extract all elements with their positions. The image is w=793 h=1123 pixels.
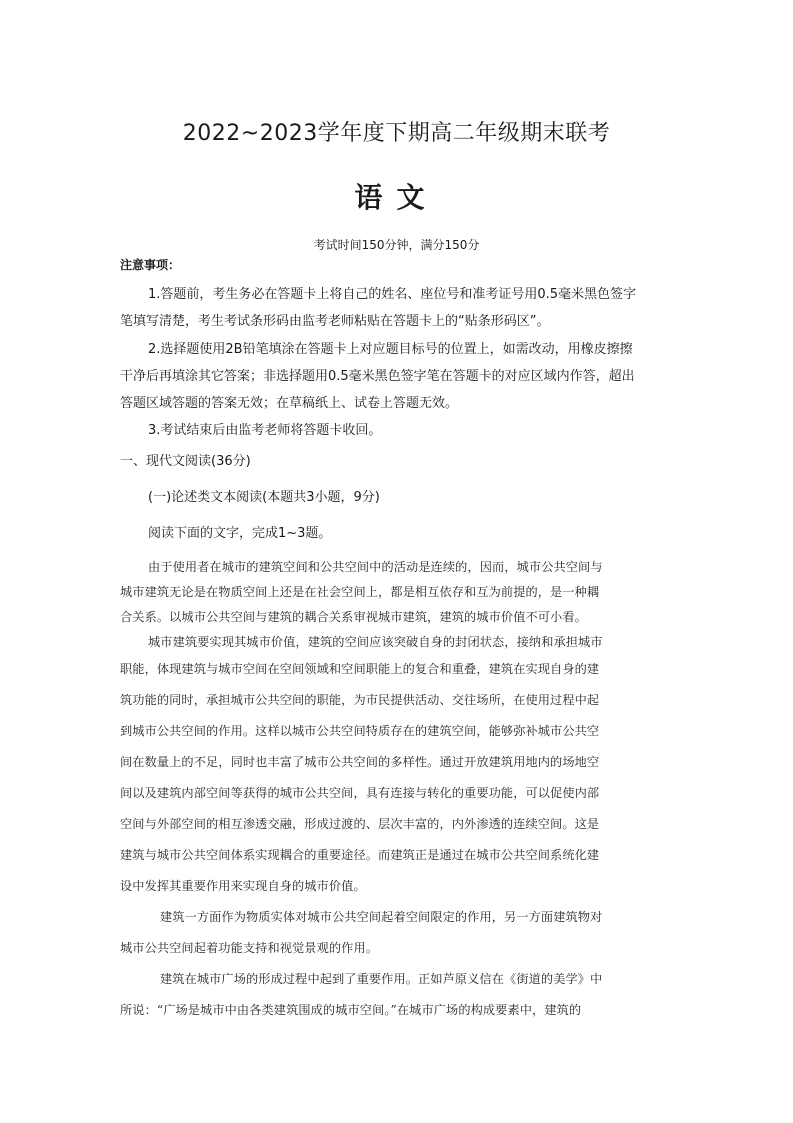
passage-line: 城市建筑要实现其城市价值，建筑的空间应该突破自身的封闭状态，接纳和承担城市: [148, 635, 603, 649]
passage-line: 间在数量上的不足，同时也丰富了城市公共空间的多样性。通过开放建筑用地内的场地空: [120, 755, 600, 769]
exam-info: 考试时间150分钟，满分150分: [313, 238, 480, 252]
passage-line: 职能，体现建筑与城市空间在空间领域和空间职能上的复合和重叠，建筑在实现自身的建: [120, 662, 600, 676]
passage-line: 设中发挥其重要作用来实现自身的城市价值。: [120, 879, 366, 893]
notice-item-2-line-3: 答题区域答题的答案无效；在草稿纸上、试卷上答题无效。: [120, 396, 459, 411]
passage-line: 建筑一方面作为物质实体对城市公共空间起着空间限定的作用，另一方面建筑物对: [160, 910, 603, 924]
notice-heading: 注意事项：: [120, 258, 181, 272]
passage-line: 到城市公共空间的作用。这样以城市公共空间特质存在的建筑空间，能够弥补城市公共空: [120, 724, 600, 738]
subject-title: 语文: [354, 181, 439, 214]
notice-item-1-line-1: 1.答题前，考生务必在答题卡上将自己的姓名、座位号和准考证号用0.5毫米黑色签字: [148, 287, 637, 302]
passage-line: 空间与外部空间的相互渗透交融，形成过渡的、层次丰富的，内外渗透的连续空间。这是: [120, 817, 600, 831]
passage-line: 合关系。以城市公共空间与建筑的耦合关系审视城市建筑，建筑的城市价值不可小看。: [120, 610, 587, 624]
passage-line: 间以及建筑内部空间等获得的城市公共空间，具有连接与转化的重要功能，可以促使内部: [120, 786, 600, 800]
passage-line: 建筑与城市公共空间体系实现耦合的重要途径。而建筑正是通过在城市公共空间系统化建: [120, 848, 600, 862]
exam-title: 2022~2023学年度下期高二年级期末联考: [182, 121, 611, 146]
passage-line: 筑功能的同时，承担城市公共空间的职能，为市民提供活动、交往场所，在使用过程中起: [120, 693, 600, 707]
passage-line: 建筑在城市广场的形成过程中起到了重要作用。正如芦原义信在《街道的美学》中: [160, 972, 603, 986]
notice-item-2-line-2: 干净后再填涂其它答案；非选择题用0.5毫米黑色签字笔在答题卡的对应区域内作答，超出: [120, 369, 635, 384]
notice-item-2-line-1: 2.选择题使用2B铅笔填涂在答题卡上对应题目标号的位置上，如需改动，用橡皮擦擦: [148, 342, 633, 357]
passage-line: 由于使用者在城市的建筑空间和公共空间中的活动是连续的，因而，城市公共空间与: [148, 560, 603, 574]
passage-line: 城市建筑无论是在物质空间上还是在社会空间上，都是相互依存和互为前提的，是一种耦: [120, 585, 600, 599]
notice-item-3-line-1: 3.考试结束后由监考老师将答题卡收回。: [148, 423, 382, 438]
passage-line: 城市公共空间起着功能支持和视觉景观的作用。: [120, 941, 379, 955]
section-title: 一、现代文阅读(36分): [120, 454, 251, 469]
subsection-title: (一)论述类文本阅读(本题共3小题，9分): [148, 490, 380, 505]
reading-instruction: 阅读下面的文字，完成1~3题。: [148, 526, 332, 541]
passage-line: 所说：“广场是城市中由各类建筑围成的城市空间。”在城市广场的构成要素中，建筑的: [120, 1003, 582, 1017]
notice-item-1-line-2: 笔填写清楚，考生考试条形码由监考老师粘贴在答题卡上的“贴条形码区”。: [120, 314, 550, 329]
